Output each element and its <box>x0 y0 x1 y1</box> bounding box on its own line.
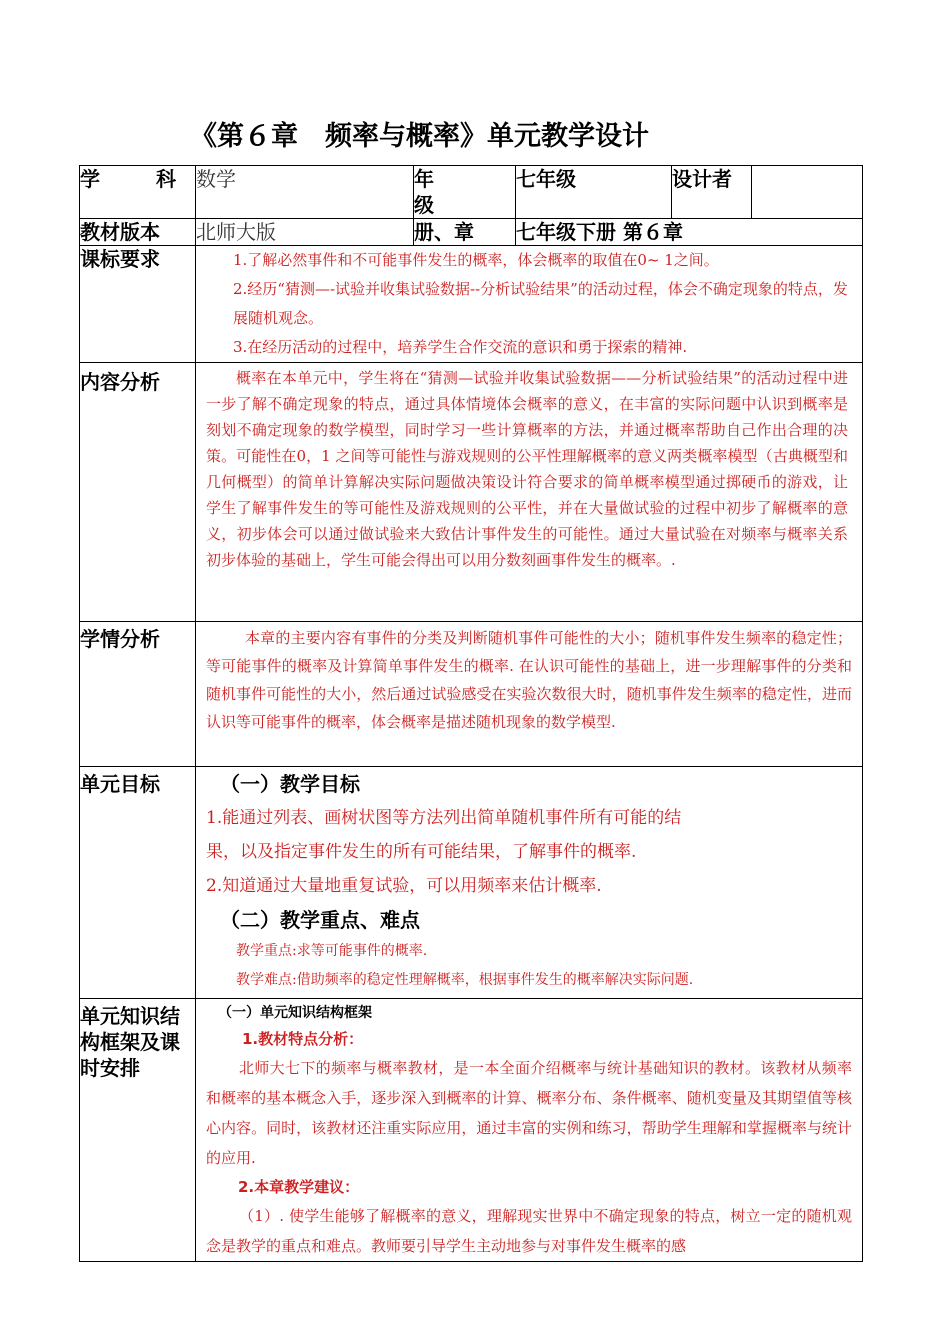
content-text: 概率在本单元中，学生将在“猜测—试验并收集试验数据——分析试验结果”的活动过程中进一步了解不确定现象的特点，通过具体情境体会概率的意义，在丰富的实际问题中认识到概率是刻划不确定现象的数学模型，同时学习一些计算概率的方法，并通过概率帮助自己作出合理的决策。可能性在0，1 之间等可能性与游戏规则的公平性理解概率的意义两类概率模型（古典概型和几何概型）的简单计算解决实际问题做决策设计符合要求的简单概率模型通过掷硬币的游戏，让学生了解事件发生的等可能性及游戏规则的公平性，并在大量做试验的过程中初步了解概率的意义，初步体会可以通过做试验来大致估计事件发生的可能性。通过大量试验在对频率与概率关系初步体验的基础上，学生可能会得出可以用分数刻画事件发生的概率。. <box>206 369 848 569</box>
goals-cell <box>196 767 863 999</box>
grade-label: 年 级 <box>414 166 516 219</box>
framework-sub-2: 2.本章教学建议： <box>238 1178 360 1196</box>
curriculum-content <box>196 246 863 363</box>
learning-label: 学情分析 <box>80 622 196 767</box>
learning-cell <box>196 622 863 767</box>
volume-label: 册、章 <box>414 219 516 246</box>
goals-item-1a: 1.能通过列表、画树状图等方法列出简单随机事件所有可能的结 <box>206 808 682 828</box>
header-row-subject <box>80 166 863 219</box>
framework-cell <box>196 999 863 1262</box>
volume-value: 七年级下册 第６章 <box>516 219 863 246</box>
goals-item-1b: 果，以及指定事件发生的所有可能结果，了解事件的概率. <box>206 842 637 862</box>
goals-key-point: 教学重点:求等可能事件的概率. <box>236 943 428 959</box>
textbook-value: 北师大版 <box>196 219 414 246</box>
subject-value: 数学 <box>196 166 414 219</box>
curriculum-item: 1.了解必然事件和不可能事件发生的概率，体会概率的取值在0~ 1之间。 <box>233 251 719 269</box>
framework-heading: （一）单元知识结构框架 <box>218 1005 372 1021</box>
framework-row <box>80 999 863 1262</box>
goals-heading-1: （一）教学目标 <box>220 772 360 796</box>
page-title: 《第６章 频率与概率》单元教学设计 <box>190 121 649 152</box>
goals-difficult-point: 教学难点:借助频率的稳定性理解概率，根据事件发生的概率解决实际问题. <box>236 972 694 988</box>
goals-heading-2: （二）教学重点、难点 <box>220 908 420 932</box>
learning-row <box>80 622 863 767</box>
unit-design-table <box>79 165 863 1262</box>
content-row <box>80 363 863 622</box>
subject-label: 学 科 <box>80 166 196 219</box>
goals-label: 单元目标 <box>80 767 196 999</box>
curriculum-item: 2.经历“猜测—-试验并收集试验数据--分析试验结果”的活动过程，体会不确定现象的特点，发展随机观念。 <box>233 280 848 327</box>
curriculum-row <box>80 246 863 363</box>
goals-item-2: 2.知道通过大量地重复试验，可以用频率来估计概率. <box>206 876 602 896</box>
framework-sub-1: 1.教材特点分析： <box>242 1030 364 1048</box>
grade-value: 七年级 <box>516 166 672 219</box>
header-row-textbook <box>80 219 863 246</box>
framework-label: 单元知识结构框架及课时安排 <box>80 999 196 1262</box>
curriculum-label: 课标要求 <box>80 246 196 363</box>
textbook-label: 教材版本 <box>80 219 196 246</box>
curriculum-item: 3.在经历活动的过程中，培养学生合作交流的意识和勇于探索的精神. <box>233 338 688 356</box>
designer-label: 设计者 <box>672 166 752 219</box>
framework-para-1: 北师大七下的频率与概率教材，是一本全面介绍概率与统计基础知识的教材。该教材从频率和概率的基本概念入手，逐步深入到概率的计算、概率分布、条件概率、随机变量及其期望值等核心内容。同时，该教材还注重实际应用，通过丰富的实例和练习，帮助学生理解和掌握概率与统计的应用. <box>206 1059 852 1167</box>
content-label: 内容分析 <box>80 363 196 622</box>
goals-row <box>80 767 863 999</box>
framework-para-2: （1）. 使学生能够了解概率的意义，理解现实世界中不确定现象的特点，树立一定的随机观念是教学的重点和难点。教师要引导学生主动地参与对事件发生概率的感 <box>206 1207 852 1255</box>
content-cell <box>196 363 863 622</box>
learning-text: 本章的主要内容有事件的分类及判断随机事件可能性的大小；随机事件发生频率的稳定性；等可能事件的概率及计算简单事件发生的概率. 在认识可能性的基础上，进一步理解事件的分类和随机事件可能性的大小，然后通过试验感受在实验次数很大时，随机事件发生频率的稳定性，进而认识等可能事件的概率，体会概率是描述随机现象的数学模型. <box>206 629 852 731</box>
designer-value <box>752 166 863 219</box>
